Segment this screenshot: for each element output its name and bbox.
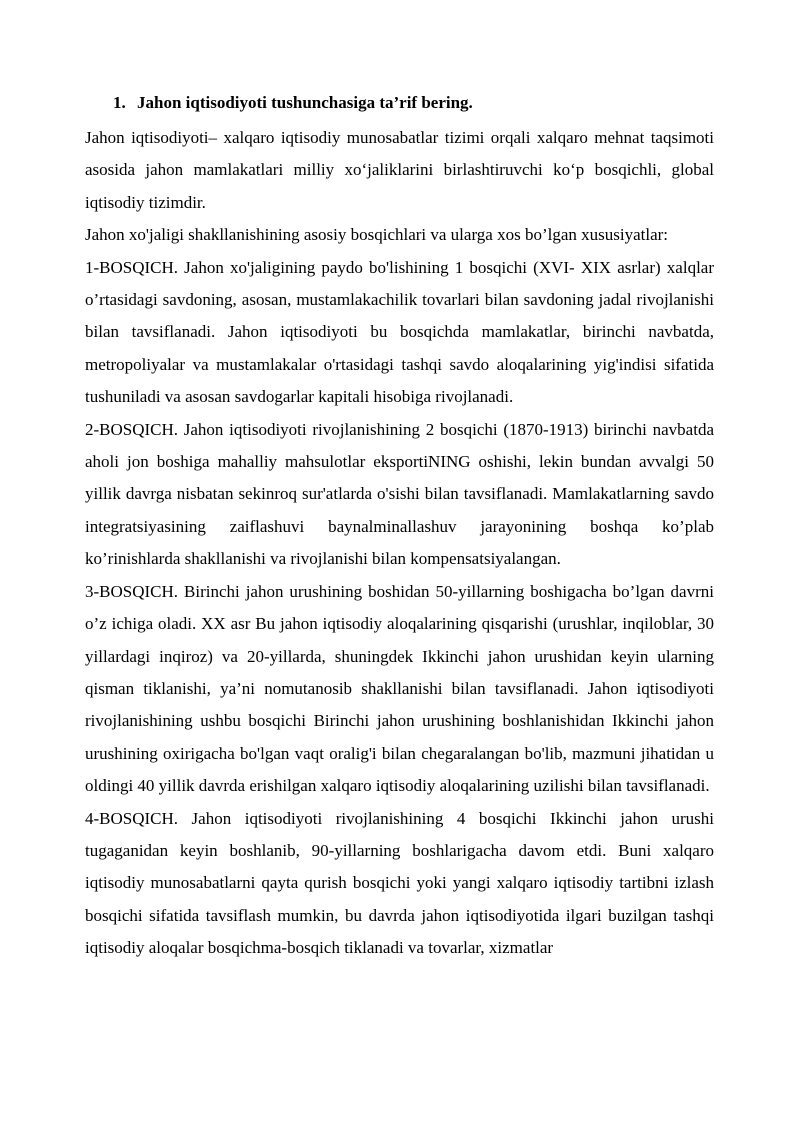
- stage-2-paragraph: 2-BOSQICH. Jahon iqtisodiyoti rivojlanishining 2 bosqichi (1870-1913) birinchi navbatda aholi jon boshiga mahalliy mahsulotlar eksportiNING oshishi, lekin bundan avvalgi 50 yillik davrga nisbatan sekinroq sur'atlarda o'sishi bilan tavsiflanadi. Mamlakatlarning savdo integratsiyasining zaiflashuvi baynalminallashuv jarayonining boshqa ko’plab ko’rinishlarda shakllanishi va rivojlanishi bilan kompensatsiyalangan.: [85, 419, 714, 569]
- stage-3-paragraph: 3-BOSQICH. Birinchi jahon urushining boshidan 50-yillarning boshigacha bo’lgan davrni o’z ichiga oladi. XX asr Bu jahon iqtisodiy aloqalarining qisqarishi (urushlar, inqiloblar, 30 yillardagi inqiroz) va 20-yillarda, shuningdek Ikkinchi jahon urushidan keyin ularning qisman tiklanishi, ya’ni nomutanosib shakllanishi bilan tavsiflanadi. Jahon iqtisodiyoti rivojlanishining ushbu bosqichi Birinchi jahon urushining boshlanishidan Ikkinchi jahon urushining oxirigacha bo'lgan vaqt oralig'i bilan chegaralangan bo'lib, mazmuni jihatidan u oldingi 40 yillik davrda erishilgan xalqaro iqtisodiy aloqalarining uzilishi bilan tavsiflanadi.: [85, 581, 714, 796]
- stage-4-paragraph: 4-BOSQICH. Jahon iqtisodiyoti rivojlanishining 4 bosqichi Ikkinchi jahon urushi tugaganidan keyin boshlanib, 90-yillarning boshlarigacha davom etdi. Buni xalqaro iqtisodiy munosabatlarni qayta qurish bosqichi yoki yangi xalqaro iqtisodiy tartibni izlash bosqichi sifatida tavsiflash mumkin, bu davrda jahon iqtisodiyotida ilgari buzilgan tashqi iqtisodiy aloqalar bosqichma-bosqich tiklanadi va tovarlar, xizmatlar: [85, 808, 714, 958]
- stages-intro-paragraph: Jahon xo'jaligi shakllanishining asosiy bosqichlari va ularga xos bo’lgan xususiyatlar:: [85, 225, 669, 245]
- document-page: [85, 88, 714, 965]
- definition-paragraph: Jahon iqtisodiyoti– xalqaro iqtisodiy munosabatlar tizimi orqali xalqaro mehnat taqsimoti asosida jahon mamlakatlari milliy xo‘jaliklarini birlashtiruvchi ko‘p bosqichli, global iqtisodiy tizimdir.: [85, 128, 714, 212]
- question-heading: [85, 88, 714, 118]
- heading-text: Jahon iqtisodiyoti tushunchasiga ta’rif bering.: [137, 93, 473, 112]
- stage-1-paragraph: 1-BOSQICH. Jahon xo'jaligining paydo bo'lishining 1 bosqichi (XVI- XIX asrlar) xalqlar o’rtasidagi savdoning, asosan, mustamlakachilik tovarlari bilan savdoning jadal rivojlanishi bilan tavsiflanadi. Jahon iqtisodiyoti bu bosqichda mamlakatlar, birinchi navbatda, metropoliyalar va mustamlakalar o'rtasidagi tashqi savdo aloqalarining yig'indisi sifatida tushuniladi va asosan savdogarlar kapitali hisobiga rivojlanadi.: [85, 257, 714, 407]
- heading-number: 1.: [113, 93, 126, 112]
